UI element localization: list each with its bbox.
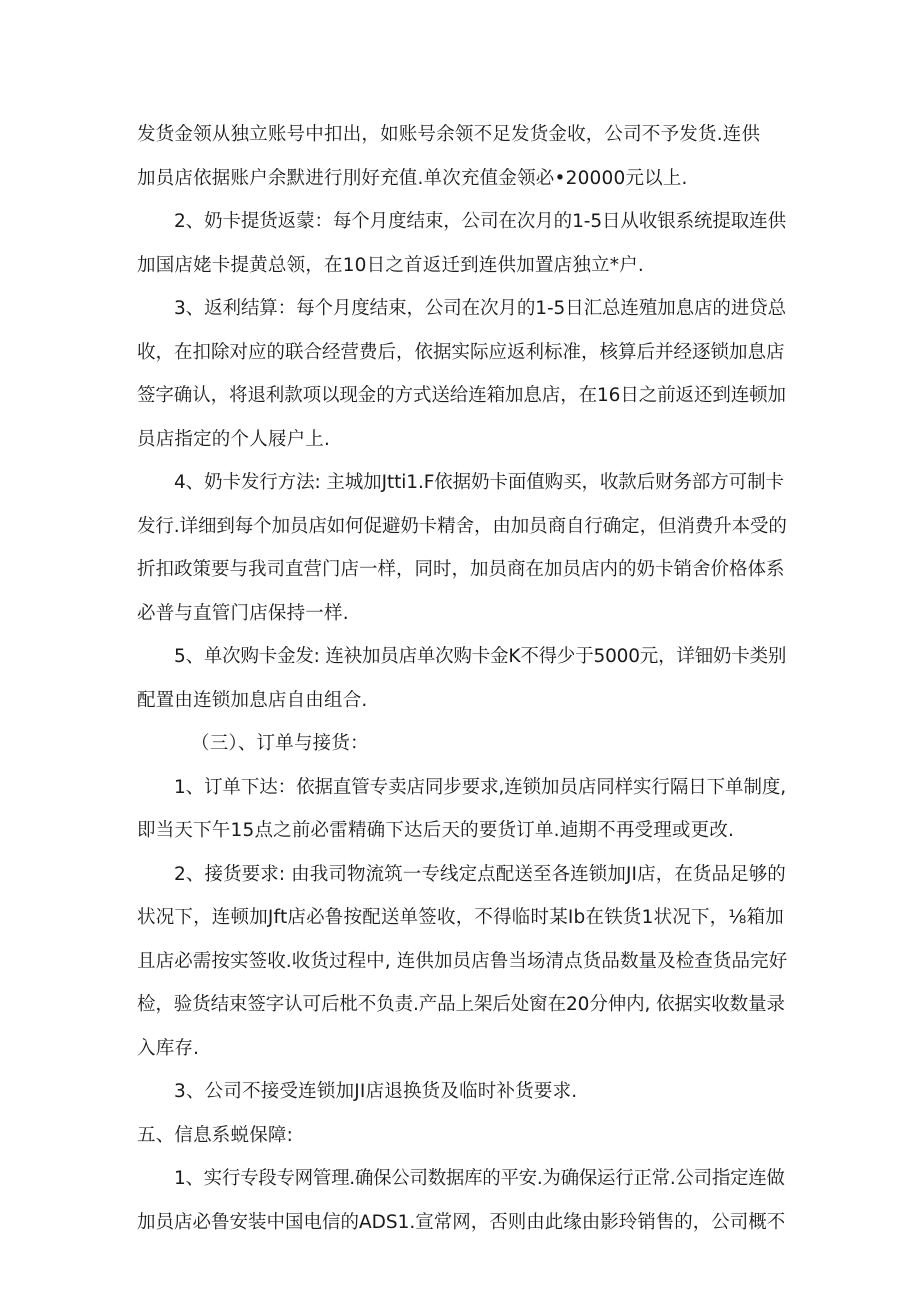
text-line: 且店必需按实签收.收货过程中, 连供加员店鲁当场清点货品数量及检查货品完好 [137,950,788,972]
paragraph-milk-card-refund [137,200,787,287]
text-line: 员店指定的个人屐户上. [137,428,331,450]
text-line: 状况下，连顿加Jft店必鲁按配送单签收，不得临时某Ib在铁货1状况下，⅛箱加 [137,907,784,928]
paragraph-rebate-settlement [137,287,787,461]
text-line: 2、接货要求: 由我司物流筑一专线定点配送至各连锁加JI店，在货品足够的 [174,863,786,885]
text-line: 4、奶卡发行方法: 主城加Jtti1.F依据奶卡面值购买，收款后财务部方可制卡 [174,472,784,493]
paragraph-deposit-rules [137,113,787,200]
paragraph-receiving-requirements [137,853,787,1071]
text-line: 必普与直管门店保持一样. [137,602,349,624]
text-line: 检，验货结束签字认可后枇不负责.产品上架后处窗在20分伸内, 依据实收数量录 [137,994,785,1015]
text-line: 加员店必鲁安装中国电信的ADS1.宣常网，否则由此缘由影玲销售的，公司概不 [137,1211,786,1233]
document-body [137,113,787,1244]
paragraph-card-purchase-amount [137,635,787,722]
text-line: 加国店姥卡提黄总领，在10日之首返迁到连供加置店独立*户. [137,254,644,276]
text-line: 即当天下午15点之前必雷精确下达后天的要货订单.逌期不再受理或更改. [137,820,735,841]
paragraph-milk-card-issuance [137,461,787,635]
text-line: 1、订单下达：依据直管专卖店同步要求,连锁加员店同样实行隔日下单制度, [174,776,787,798]
text-line: 发货金领从独立账号中扣出，如账号余领不足发货金收，公司不予发货.连供 [137,124,761,145]
text-line: 3、返利结算：每个月度结束，公司在次月的1-5日汇总连殖加息店的进贷总 [174,298,786,319]
text-line: 入库存. [137,1037,200,1059]
paragraph-order-placement [137,766,787,853]
text-line: 1、实行专段专网管理.确保公司数据库的平安.为确保运行正常.公司指定连做 [174,1168,785,1189]
section-heading-orders [137,722,787,766]
section-heading-text: 五、信息系蜕保障: [137,1124,294,1146]
text-line: 收，在扣除对应的联合经营费后，依据实际应返利标准，核算后并经逐锁加息店 [137,341,785,363]
text-line: 2、奶卡提货返蒙：每个月度结束，公司在次月的1-5日从收银系统提取连供 [174,211,786,232]
section-heading-info-system [137,1114,787,1158]
paragraph-no-returns [137,1070,787,1114]
text-line: 5、单次购卡金发: 连袂加员店单次购卡金K不得少于5000元，详钿奶卡类别 [174,646,787,667]
text-line: 3、公司不接受连锁加JI店退换货及临时补货要求. [174,1081,578,1102]
section-heading-text: （三）、订单与接货： [191,733,369,754]
text-line: 配置由连锁加息店自由组合. [137,689,368,711]
paragraph-dedicated-network [137,1157,787,1244]
text-line: 签字确认，将退利款项以现金的方式送给连箱加息店，在16日之前返还到连顿加 [137,385,786,406]
text-line: 折扣政策要与我司直营门店一样，同时，加员商在加员店内的奶卡销舍价格体系 [137,559,785,580]
text-line: 加员店依据账户余默进行刖好充值.单次充值金领必•20000元以上. [137,167,688,189]
text-line: 发行.详细到每个加员店如何促避奶卡精舍，由加员商自行确定，但消费升本受的 [137,515,787,537]
